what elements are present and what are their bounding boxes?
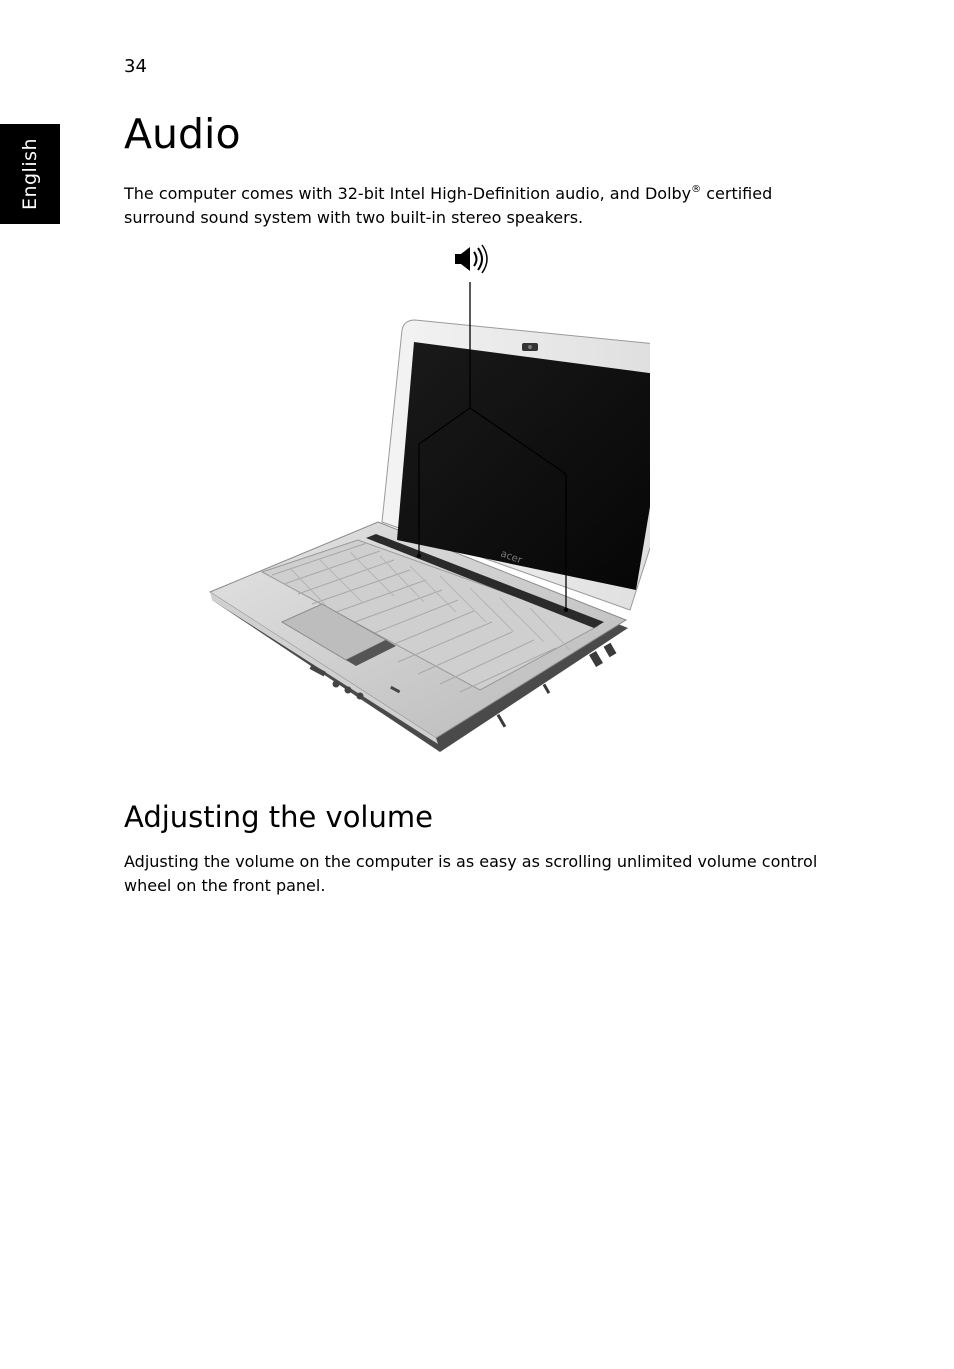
registered-mark: ® [691,184,702,195]
speaker-volume-icon [455,245,487,273]
language-tab-label: English [19,137,41,211]
section-heading: Adjusting the volume [124,800,433,834]
laptop-illustration [200,240,650,760]
intro-text-before: The computer comes with 32-bit Intel High-Definition audio, and Dolby [124,184,692,203]
intro-paragraph [124,182,824,230]
page-number: 34 [124,56,147,77]
brand-logo: acer [498,548,524,567]
page-title: Audio [124,110,241,158]
volume-paragraph: Adjusting the volume on the computer is as easy as scrolling unlimited volume control wheel on the front panel. [124,852,818,895]
intro-text-after: certified surround sound system with two built-in stereo speakers. [124,184,773,227]
language-tab [0,124,60,224]
